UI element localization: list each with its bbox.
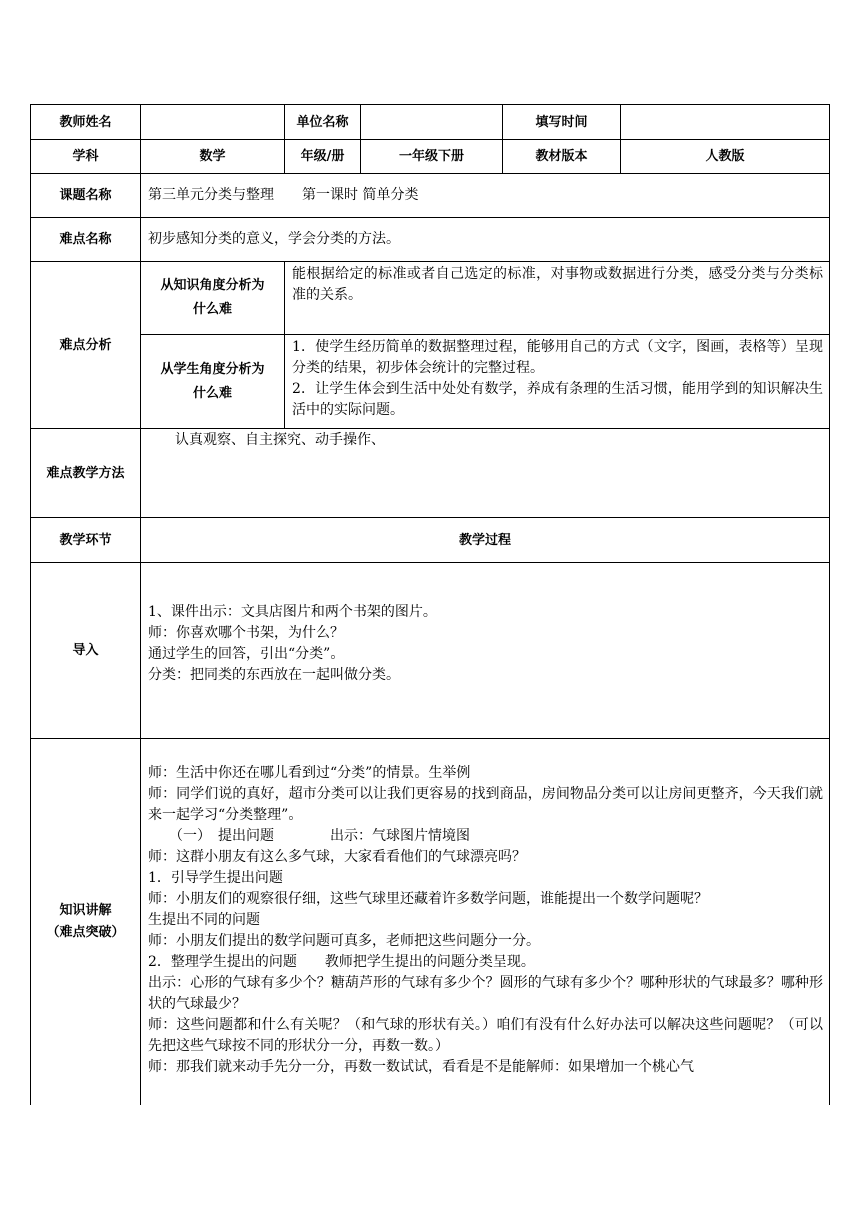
knowledge-line: 师：小朋友们提出的数学问题可真多，老师把这些问题分一分。 xyxy=(148,933,540,949)
unit-name-label: 单位名称 xyxy=(285,105,361,140)
student-angle-point-1: 1．使学生经历简单的数据整理过程，能够用自己的方式（文字，图画，表格等）呈现分类的结果，初步体会统计的完整过程。 xyxy=(292,339,823,376)
lesson-plan-table xyxy=(30,104,830,1105)
intro-line: 师：你喜欢哪个书架，为什么？ xyxy=(148,624,344,641)
knowledge-line: 师：那我们就来动手先分一分，再数一数试试，看看是不是能解师：如果增加一个桃心气 xyxy=(148,1059,694,1075)
grade-value: 一年级下册 xyxy=(361,140,503,174)
fill-time-label: 填写时间 xyxy=(503,105,621,140)
topic-row xyxy=(31,174,830,218)
teacher-name-label: 教师姓名 xyxy=(31,105,141,140)
intro-label: 导入 xyxy=(31,563,141,739)
teacher-name-value xyxy=(141,105,285,140)
difficulty-row xyxy=(31,218,830,262)
edition-value: 人教版 xyxy=(621,140,830,174)
unit-name-value xyxy=(361,105,503,140)
header-row xyxy=(31,105,830,140)
knowledge-line: 师：生活中你还在哪儿看到过“分类”的情景。生举例 xyxy=(148,765,471,781)
grade-label: 年级/册 xyxy=(285,140,361,174)
process-header-row xyxy=(31,518,830,563)
knowledge-angle-label-line-1: 从知识角度分析为 xyxy=(160,278,265,293)
knowledge-line: 生提出不同的问题 xyxy=(148,912,260,928)
analysis-knowledge-row xyxy=(31,262,830,335)
intro-line: 通过学生的回答，引出“分类”。 xyxy=(148,645,345,662)
intro-line: 1、课件出示：文具店图片和两个书架的图片。 xyxy=(148,603,437,620)
intro-row xyxy=(31,563,830,739)
info-row xyxy=(31,140,830,174)
knowledge-angle-label-line-2: 什么难 xyxy=(192,302,232,317)
knowledge-line: 师：这群小朋友有这么多气球，大家看看他们的气球漂亮吗？ xyxy=(148,849,526,865)
fill-time-value xyxy=(621,105,830,140)
student-angle-label xyxy=(141,335,285,429)
knowledge-label xyxy=(31,739,141,1105)
knowledge-angle-label xyxy=(141,262,285,335)
knowledge-label-line-1: 知识讲解 xyxy=(59,902,112,918)
difficulty-label: 难点名称 xyxy=(31,218,141,262)
knowledge-line: 师：小朋友们的观察很仔细，这些气球里还藏着许多数学问题，谁能提出一个数学问题呢？ xyxy=(148,891,708,907)
edition-label: 教材版本 xyxy=(503,140,621,174)
topic-value: 第三单元分类与整理 第一课时 简单分类 xyxy=(141,174,830,218)
intro-content xyxy=(141,563,830,739)
difficulty-value: 初步感知分类的意义，学会分类的方法。 xyxy=(141,218,830,262)
subject-value: 数学 xyxy=(141,140,285,174)
knowledge-line: 1．引导学生提出问题 xyxy=(148,870,283,886)
knowledge-line: 出示：心形的气球有多少个？糖葫芦形的气球有多少个？圆形的气球有多少个？哪种形状的气球最多？哪种形状的气球最少？ xyxy=(148,975,823,1012)
knowledge-label-line-2: （难点突破） xyxy=(46,924,125,940)
student-angle-point-2: 2．让学生体会到生活中处处有数学，养成有条理的生活习惯，能用学到的知识解决生活中的实际问题。 xyxy=(292,381,823,418)
student-angle-text xyxy=(285,335,830,429)
stage-label: 教学环节 xyxy=(31,518,141,563)
knowledge-angle-text: 能根据给定的标准或者自己选定的标准，对事物或数据进行分类，感受分类与分类标准的关系。 xyxy=(285,262,830,335)
intro-line: 分类：把同类的东西放在一起叫做分类。 xyxy=(148,666,400,683)
student-angle-label-line-2: 什么难 xyxy=(192,385,232,401)
topic-label: 课题名称 xyxy=(31,174,141,218)
subject-label: 学科 xyxy=(31,140,141,174)
student-angle-label-line-1: 从学生角度分析为 xyxy=(160,361,265,377)
knowledge-line: 师：同学们说的真好，超市分类可以让我们更容易的找到商品，房间物品分类可以让房间更整齐，今天我们就来一起学习“分类整理”。 xyxy=(148,786,823,823)
method-value: 认真观察、自主探究、动手操作、 xyxy=(141,429,830,518)
knowledge-line: （一） 提出问题 出示：气球图片情境图 xyxy=(148,828,470,844)
method-label: 难点教学方法 xyxy=(31,429,141,518)
process-label: 教学过程 xyxy=(141,518,830,563)
method-row xyxy=(31,429,830,518)
knowledge-line: 师：这些问题都和什么有关呢？（和气球的形状有关。）咱们有没有什么好办法可以解决这些问题呢？（可以先把这些气球按不同的形状分一分，再数一数。） xyxy=(148,1017,823,1054)
knowledge-line: 2．整理学生提出的问题 教师把学生提出的问题分类呈现。 xyxy=(148,954,535,970)
knowledge-row xyxy=(31,739,830,1105)
knowledge-content xyxy=(141,739,830,1105)
lesson-plan-page xyxy=(30,104,829,1105)
analysis-label: 难点分析 xyxy=(31,262,141,429)
analysis-student-row xyxy=(31,335,830,429)
